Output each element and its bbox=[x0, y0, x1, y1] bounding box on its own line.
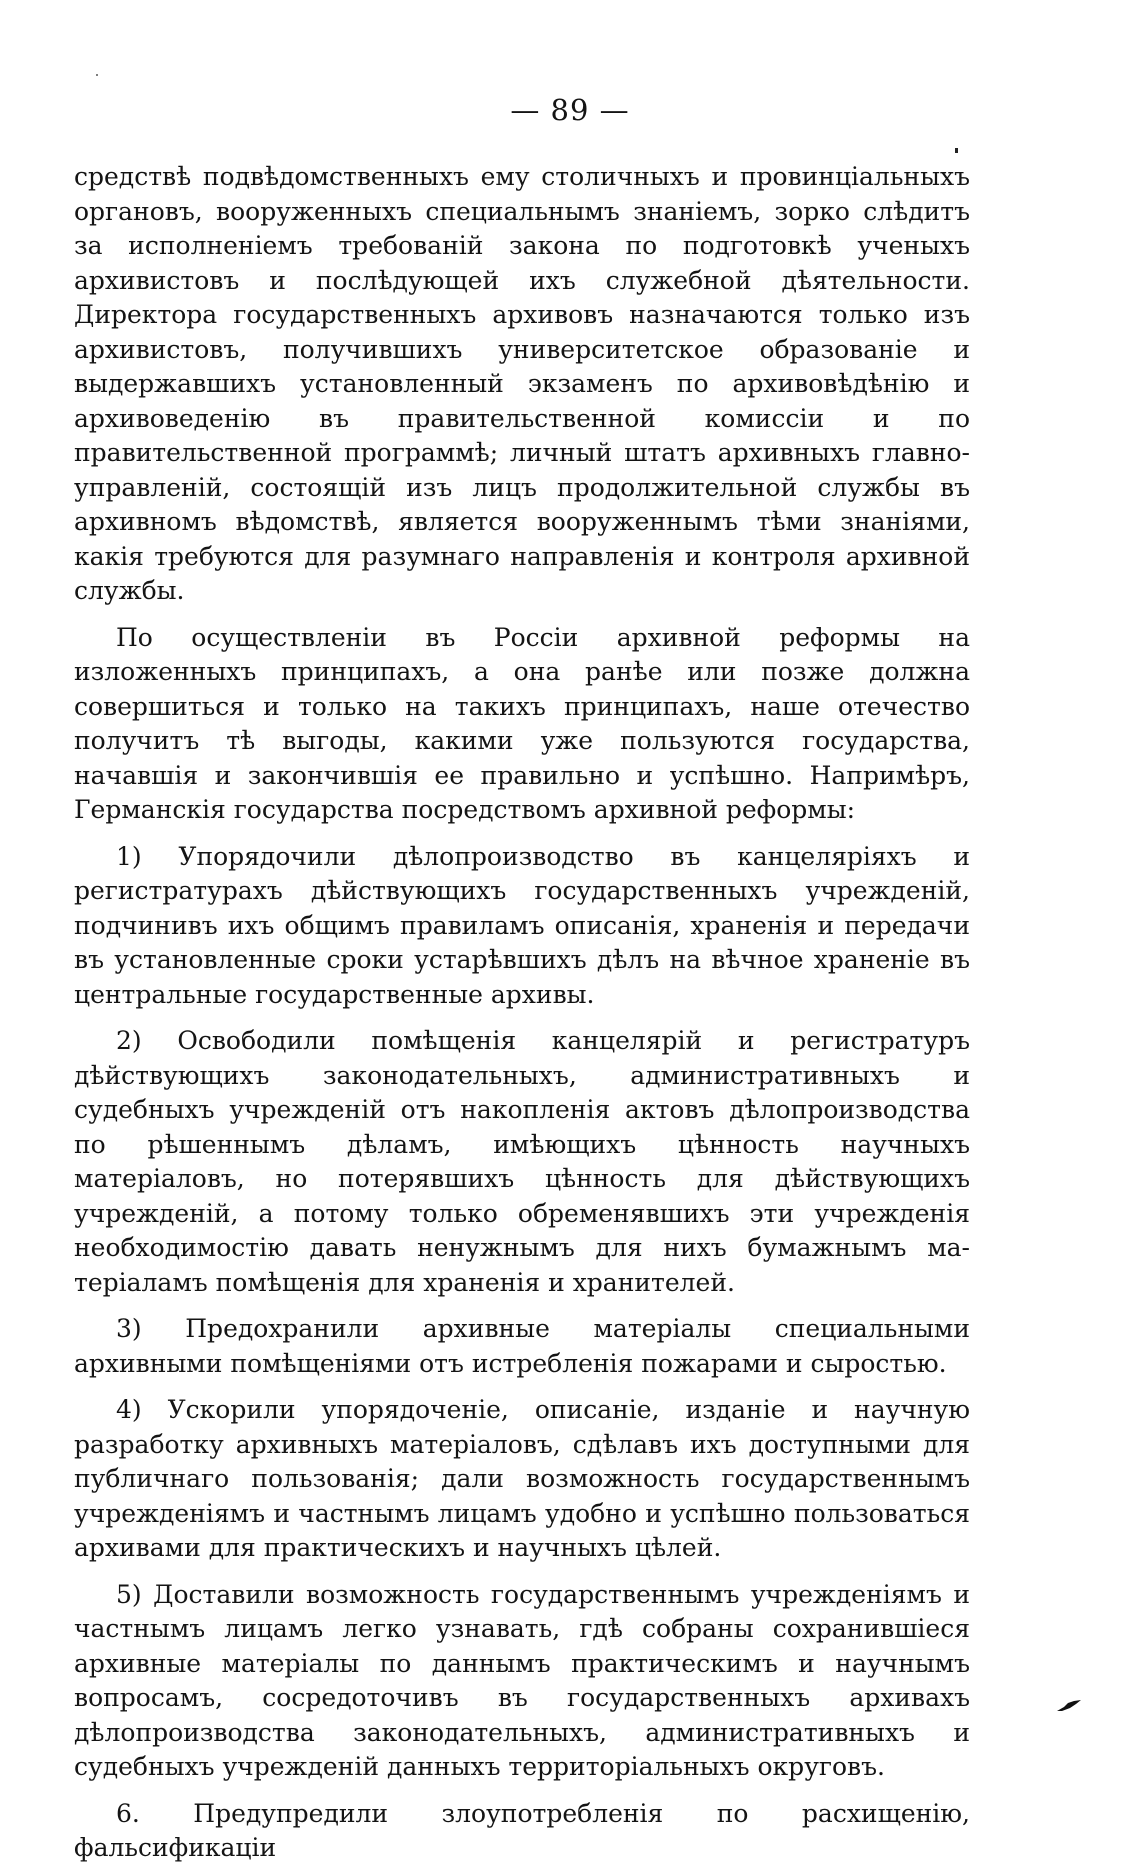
print-speck bbox=[96, 74, 98, 76]
page-number: — 89 — bbox=[510, 93, 630, 127]
list-item: 1) Упорядочили дѣлопроизводство въ канцеляріяхъ и регистратурахъ дѣйствующихъ государственныхъ учрежденій, подчинивъ ихъ общимъ правиламъ описанія, храненія и передачи въ установленные сроки устарѣвшихъ дѣлъ на вѣчное храненіе въ центральные государственные архивы. bbox=[74, 841, 970, 1009]
paragraph: По осуществленіи въ Россіи архивной реформы на изложенныхъ принципахъ, а она ранѣе или позже должна совершиться и только на такихъ принципахъ, наше отечество получитъ тѣ выгоды, какими уже пользуются государства, начавшія и закончившія ее правильно и успѣшно. Напримѣръ, Германскія государства посредствомъ архивной реформы: bbox=[74, 622, 970, 824]
body-text bbox=[74, 160, 970, 1866]
list-item: 6. Предупредили злоупотребленія по расхищенію, фальсификаціи bbox=[74, 1798, 970, 1862]
ink-blot-icon bbox=[1056, 1699, 1082, 1713]
list-item: 3) Предохранили архивные матеріалы специальными архивными помѣщеніями отъ истребленія пожарами и сыростью. bbox=[74, 1314, 970, 1378]
list-item: 2) Освободили помѣщенія канцелярій и регистратуръ дѣйствующихъ законодательныхъ, административныхъ и судебныхъ учрежденій отъ накопленія актовъ дѣлопроизводства по рѣшеннымъ дѣламъ, имѣющихъ цѣнность научныхъ матеріаловъ, но потерявшихъ цѣнность для дѣйствующихъ учрежденій, а потому только обременявшихъ эти учрежденія необходимостію давать ненужнымъ для нихъ бумажнымъ матеріаламъ помѣщенія для храненія и хранителей. bbox=[74, 1026, 970, 1297]
print-speck bbox=[955, 148, 958, 153]
list-item: 4) Ускорили упорядоченіе, описаніе, изданіе и научную разработку архивныхъ матеріаловъ, сдѣлавъ ихъ доступными для публичнаго пользованія; дали возможность государственнымъ учрежденіямъ и частнымъ лицамъ удобно и успѣшно пользоваться архивами для практическихъ и научныхъ цѣлей. bbox=[74, 1395, 970, 1562]
list-item: 5) Доставили возможность государственнымъ учрежденіямъ и частнымъ лицамъ легко узнавать, гдѣ собраны сохранившіеся архивные матеріалы по даннымъ практическимъ и научнымъ вопросамъ, сосредоточивъ въ государственныхъ архивахъ дѣлопроизводства законодательныхъ, административныхъ и судебныхъ учрежденій данныхъ территоріальныхъ округовъ. bbox=[74, 1579, 970, 1781]
paragraph: средствѣ подвѣдомственныхъ ему столичныхъ и провинціальныхъ органовъ, вооруженныхъ специальнымъ знаніемъ, зорко слѣдитъ за исполненіемъ требованій закона по подготовкѣ ученыхъ архивистовъ и послѣдующей ихъ служебной дѣятельности. Директора государственныхъ архивовъ назначаются только изъ архивистовъ, получившихъ университетское образованіе и выдержавшихъ установленный экзаменъ по архивовѣдѣнію и архивоведенію въ правительственной комиссіи и по правительственной программѣ; личный штатъ архивныхъ главноуправленій, состоящій изъ лицъ продолжительной службы въ архивномъ вѣдомствѣ, является вооруженнымъ тѣми знаніями, какія требуются для разумнаго направленія и контроля архивной службы. bbox=[74, 162, 970, 605]
